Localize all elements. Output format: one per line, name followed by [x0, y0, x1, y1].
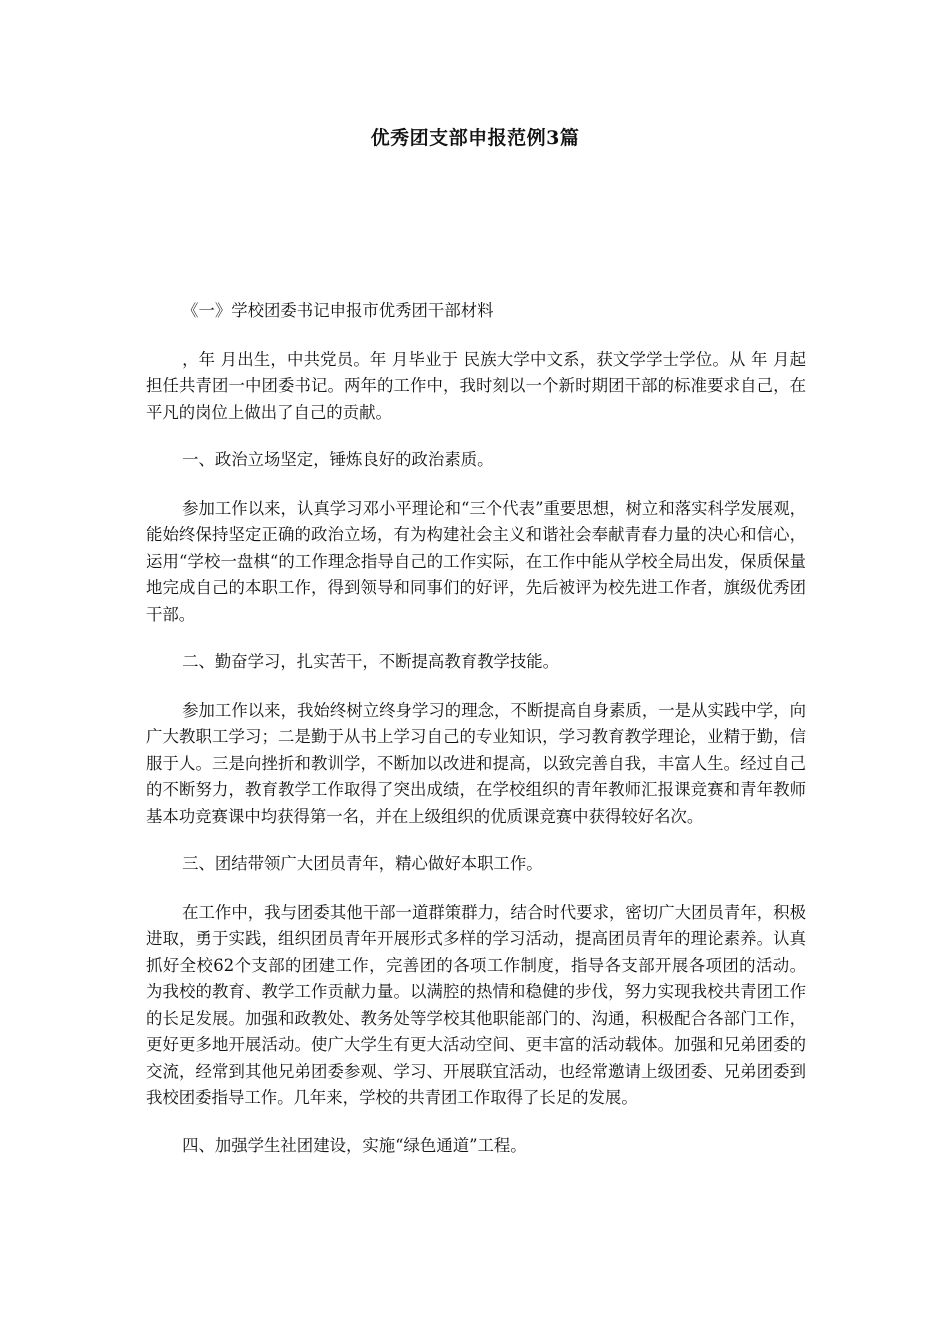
section-heading-one: 《一》学校团委书记申报市优秀团干部材料 [182, 301, 494, 320]
subheading-unity: 三、团结带领广大团员青年，精心做好本职工作。 [182, 854, 543, 873]
political-paragraph: 参加工作以来，认真学习邓小平理论和“三个代表”重要思想，树立和落实科学发展观，能始终保持坚定正确的政治立场，有为构建社会主义和谐社会奉献青春力量的决心和信心，运用“学校一盘棋“的工作理念指导自己的工作实际，在工作中能从学校全局出发，保质保量地完成自己的本职工作，得到领导和同事们的好评，先后被评为校先进工作者，旗级优秀团干部。 [146, 498, 806, 624]
subheading-clubs: 四、加强学生社团建设，实施“绿色通道”工程。 [182, 1135, 527, 1155]
unity-paragraph: 在工作中，我与团委其他干部一道群策群力，结合时代要求，密切广大团员青年，积极进取，勇于实践，组织团员青年开展形式多样的学习活动，提高团员青年的理论素养。认真抓好全校62个支部的团建工作，完善团的各项工作制度，指导各支部开展各项团的活动。为我校的教育、教学工作贡献力量。以满腔的热情和稳健的步伐，努力实现我校共青团工作的长足发展。加强和政教处、教务处等学校其他职能部门的、沟通，积极配合各部门工作，更好更多地开展活动。使广大学生有更大活动空间、更丰富的活动载体。加强和兄弟团委的交流，经常到其他兄弟团委参观、学习、开展联宜活动，也经常邀请上级团委、兄弟团委到我校团委指导工作。几年来，学校的共青团工作取得了长足的发展。 [146, 902, 806, 1107]
subheading-political: 一、政治立场坚定，锤炼良好的政治素质。 [182, 450, 494, 469]
intro-paragraph: ，年 月出生，中共党员。年 月毕业于 民族大学中文系，获文学学士学位。从 年 月起担任共青团一中团委书记。两年的工作中，我时刻以一个新时期团干部的标准要求自己，在平凡的岗位上做出了自己的贡献。 [146, 349, 806, 422]
document-title: 优秀团支部申报范例3篇 [370, 127, 580, 149]
document-body [146, 298, 806, 1181]
study-paragraph: 参加工作以来，我始终树立终身学习的理念，不断提高自身素质，一是从实践中学，向广大教职工学习；二是勤于从书上学习自己的专业知识，学习教育教学理论，业精于勤，信服于人。三是向挫折和教训学，不断加以改进和提高，以致完善自我，丰富人生。经过自己的不断努力，教育教学工作取得了突出成绩，在学校组织的青年教师汇报课竞赛和青年教师基本功竞赛课中均获得第一名，并在上级组织的优质课竞赛中获得较好名次。 [146, 700, 806, 826]
subheading-study: 二、勤奋学习，扎实苦干，不断提高教育教学技能。 [182, 652, 560, 671]
